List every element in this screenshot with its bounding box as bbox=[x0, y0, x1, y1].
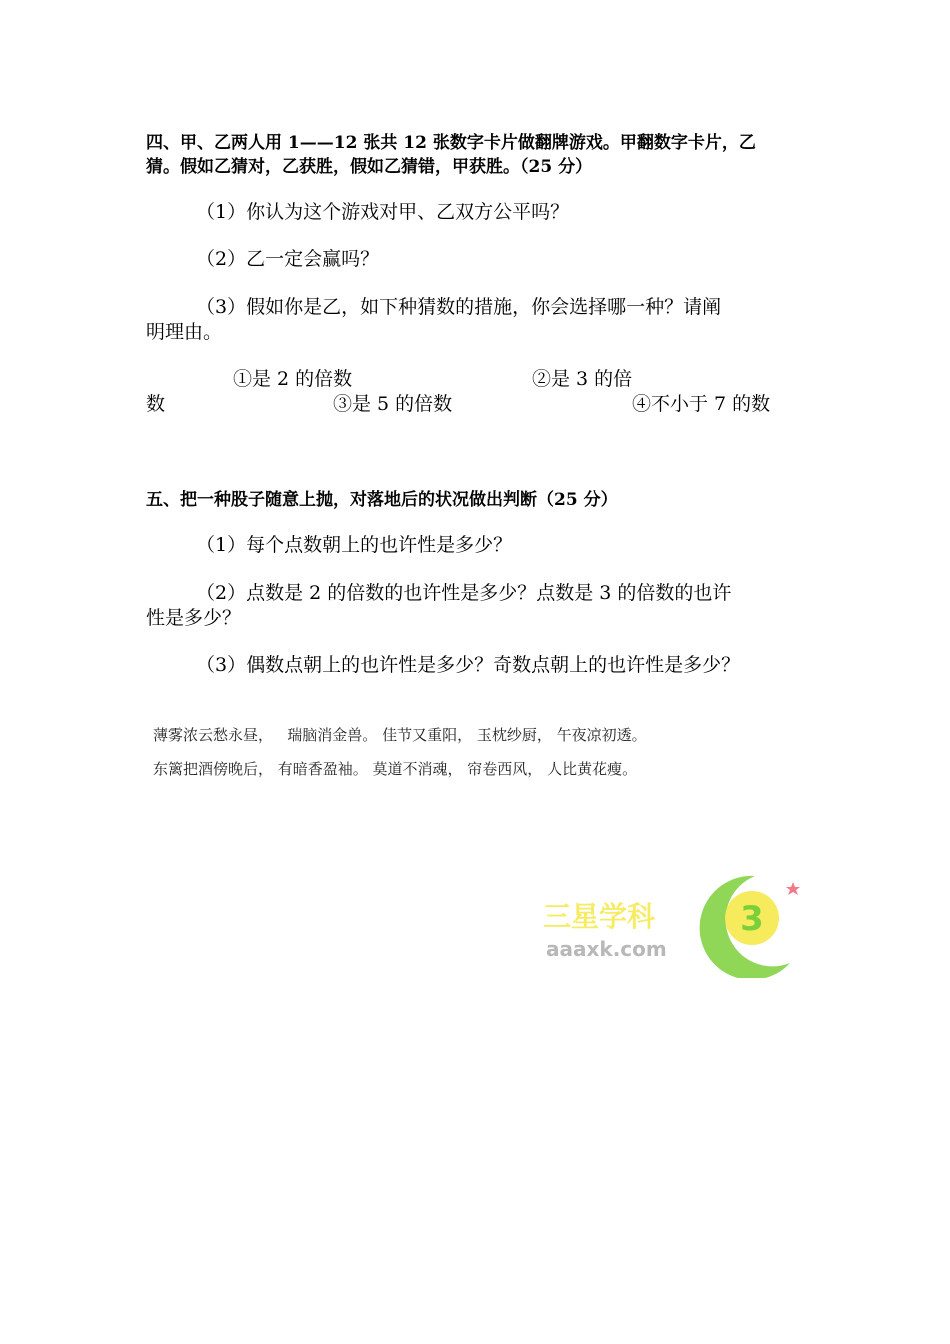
section4-question-1: （1）你认为这个游戏对甲、乙双方公平吗？ bbox=[196, 201, 570, 223]
section4-heading-line2: 猜。假如乙猜对，乙获胜，假如乙猜错，甲获胜。（25 分） bbox=[146, 157, 593, 177]
section5-question-1: （1）每个点数朝上的也许性是多少？ bbox=[196, 534, 513, 556]
option-3: ③是 5 的倍数 bbox=[333, 393, 453, 415]
option-4: ④不小于 7 的数 bbox=[632, 393, 771, 415]
option-2-part1: ②是 3 的倍 bbox=[532, 368, 633, 390]
section4-question-3-line1: （3）假如你是乙，如下种猜数的措施，你会选择哪一种？请阐 bbox=[196, 296, 722, 318]
poem-line-2: 东篱把酒傍晚后， 有暗香盈袖。 莫道不消魂， 帘卷西风， 人比黄花瘦。 bbox=[153, 760, 638, 778]
section5-heading: 五、把一种股子随意上抛，对落地后的状况做出判断（25 分） bbox=[146, 490, 618, 510]
logo-chinese-text: 三星学科 bbox=[543, 900, 656, 933]
section4-question-2: （2）乙一定会赢吗？ bbox=[196, 248, 380, 270]
poem-line-1: 薄雾浓云愁永昼， 瑞脑消金兽。 佳节又重阳， 玉枕纱厨， 午夜凉初透。 bbox=[153, 726, 647, 744]
star-icon bbox=[786, 882, 800, 895]
section5-question-3: （3）偶数点朝上的也许性是多少？奇数点朝上的也许性是多少？ bbox=[196, 654, 741, 676]
logo-number: 3 bbox=[740, 899, 764, 939]
section5-question-2-line2: 性是多少？ bbox=[146, 607, 242, 629]
logo-graphic bbox=[540, 868, 810, 978]
section4-question-3-line2: 明理由。 bbox=[146, 321, 223, 343]
option-1: ①是 2 的倍数 bbox=[233, 368, 353, 390]
option-2-part2: 数 bbox=[146, 393, 166, 415]
sanxing-logo bbox=[540, 868, 810, 978]
section4-heading-line1: 四、甲、乙两人用 1——12 张共 12 张数字卡片做翻牌游戏。甲翻数字卡片，乙 bbox=[146, 133, 756, 153]
logo-url: aaaxk.com bbox=[546, 937, 667, 961]
section5-question-2-line1: （2）点数是 2 的倍数的也许性是多少？点数是 3 的倍数的也许 bbox=[196, 582, 732, 604]
